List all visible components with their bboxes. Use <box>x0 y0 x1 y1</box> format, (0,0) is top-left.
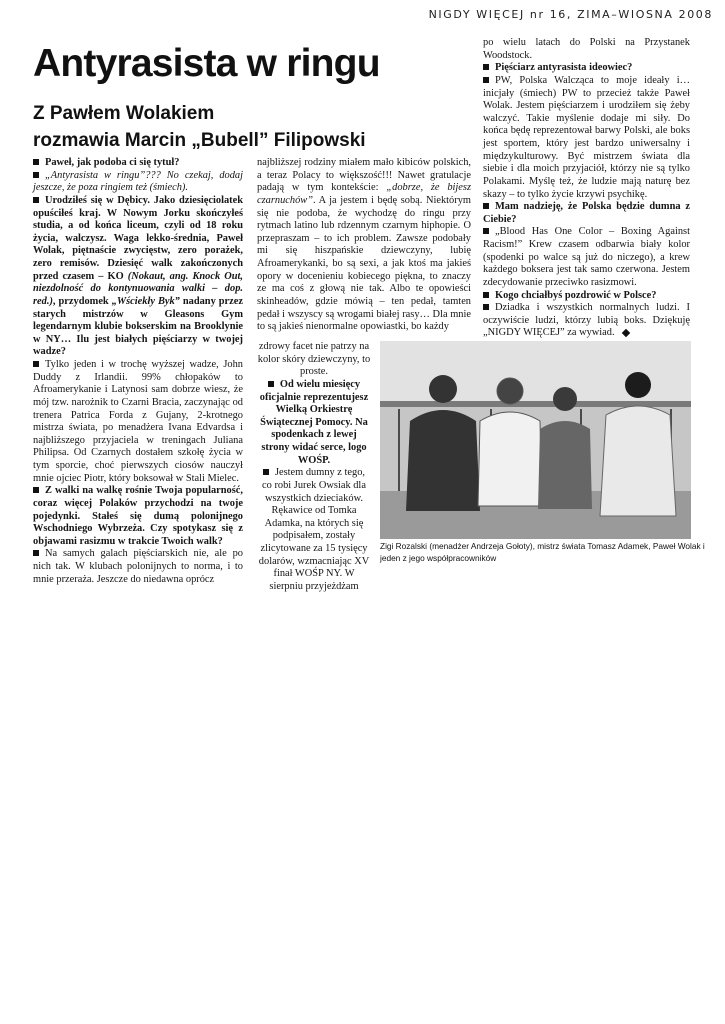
issue-header: NIGDY WIĘCEJ nr 16, ZIMA–WIOSNA 2008 <box>428 8 713 21</box>
column-1 <box>33 157 244 585</box>
question-2: Urodziłeś się w Dębicy. Jako dziesięciolatek opuściłeś kraj. W Nowym Jorku skończyłeś studia, a od końca liceum, czyli od 18 roku życia, walczysz. Waga lekko-średnia, Paweł Wolak, piętnaście zwycięstw, zero porażek, zero remisów. Dziesięć walk zakończonych przed czasem – KO (Nokaut, ang. Knock Out, niezdolność do kontynuowania walki – dop. red.), przydomek „Wściekły Byk” nadany przez starych mistrzów w Gleasons Gym legendarnym klubie bokserskim na Brooklynie w NY… Ilu jest białych pięściarzy w twojej wadze? <box>33 194 244 358</box>
bullet-icon <box>263 469 269 475</box>
bullet-icon <box>33 172 39 178</box>
column-2-top <box>257 157 471 341</box>
bullet-icon <box>483 64 489 70</box>
bullet-icon <box>33 159 39 165</box>
bullet-icon <box>483 77 489 83</box>
article-title: Antyrasista w ringu <box>33 42 380 85</box>
bullet-icon <box>33 487 39 493</box>
answer-2: Tylko jeden i w trochę wyższej wadze, John Duddy z Irlandii. 99% chłopaków to Afroamerykanie i Latynosi sam dobrze wiesz, że mój tzw. narożnik to Czarni Bracia, zaczynając od trenera Patrica Forda z Gujany, 2-krotnego mistrza świata, po menadżera Ivana Edvardsa i najbliższego przyjaciela w treningach Juliana Philipsa. Od Czarnych dostałem szkołę życia w tym sporcie, choć pierwszych ciosów nauczył mnie ojciec Piotr, który boksował w Stali Mielec. <box>33 359 243 484</box>
boxers-photo <box>380 341 691 539</box>
photo-caption: Zigi Rozalski (menadżer Andrzeja Gołoty), mistrz świata Tomasz Adamek, Paweł Wolak i jeden z jego współpracowników <box>380 541 705 563</box>
bullet-icon <box>483 203 489 209</box>
answer-4: Jestem dumny z tego, co robi Jurek Owsiak dla wszystkich dzieciaków. Rękawice od Tomka Adamka, na których się podpisałem, zostały zlicytowane za 15 tysięcy dolarów, wzmacniając XV finał WOŚP NY. W sierpniu przyjeżdżam <box>258 467 370 592</box>
bullet-icon <box>268 381 274 387</box>
bullet-icon <box>483 304 489 310</box>
boxers-photo-image <box>380 341 691 539</box>
answer-6: „Blood Has One Color – Boxing Against Racism!” Krew czasem odbarwia biały kolor (spodenki po walce są już do niczego), a krew każdego boksera jest tak samo czerwona. Jestem zdecydowanie przeciwko rasizmowi. <box>483 226 690 288</box>
bullet-icon <box>483 292 489 298</box>
bullet-icon <box>483 228 489 234</box>
answer-7: Dziadka i wszystkich normalnych ludzi. I oczywiście ludzi, którzy lubią boks. Dziękuję „NIGDY WIĘCEJ” za wywiad. <box>483 302 690 339</box>
answer-5: PW, Polska Walcząca to moje ideały i… inicjały (śmiech) PW to przecież także Paweł Wolak. Jestem pięściarzem i urodziłem się żeby walczyć. Takie myślenie dodaje mi siły. Do końca będę reprezentował barwy Polski, ale boks jest sportem, który jest bardzo uniwersalny i międzykulturowy. Być mistrzem świata dla siebie i dla moich przyjaciół, którzy nie są tylko Polakami. Myślę też, że ludzie mają naturę bez skazy – to tylko życie krzywi psychikę. <box>483 74 690 200</box>
answer-3: Na samych galach pięściarskich nie, ale po nich tak. W klubach polonijnych to norma, i to mnie przeraża. Jeszcze do niedawna oprócz <box>33 548 243 585</box>
end-mark-icon <box>621 329 629 337</box>
column-2-paragraph: najbliższej rodziny miałem mało kibiców polskich, a teraz Polacy to większość!!! Nawet gratulacje padają w tym kontekście: „dobrze, że bijesz czarnuchów”. A ja jestem i będę sobą. Niektórym się nie podoba, że wychodzę do ringu przy rytmach latino lub rdzennym czarnym hiphopie. O przepraszam – to ich problem. Zawsze podobały mi się hiszpańskie dziewczyny, lubię Afroamerykanki, bo są sexi, a jak ktoś ma jakieś opory w docenieniu kobiecego piękna, to znaczy ze ma coś z głową nie tak. Albo te opowieści skinheadów, gdzie mówią – ten pedał, tamten pedał i wszyscy są wrogami białej rasy… Dla mnie to są jakieś nienormalne opowiastki, bo każdy <box>257 157 471 333</box>
question-4: Od wielu miesięcy oficjalnie reprezentujesz Wielką Orkiestrę Świątecznej Pomocy. Na spodenkach z lewej strony widać serce, logo WOŚP. <box>259 378 369 466</box>
subtitle-line-1: Z Pawłem Wolakiem <box>33 103 215 124</box>
column-2-bottom <box>257 341 371 592</box>
question-3: Z walki na walkę rośnie Twoja popularność, coraz więcej Polaków przychodzi na twoje pojedynki. Stałeś się dumą polonijnego Wschodniego Wybrzeża. Czy spotykasz się z objawami rasizmu w trakcie Twoich walk? <box>33 485 243 547</box>
column-3-intro: po wielu latach do Polski na Przystanek Woodstock. <box>483 37 690 61</box>
question-7: Kogo chciałbyś pozdrowić w Polsce? <box>483 290 690 303</box>
question-6: Mam nadzieję, że Polska będzie dumna z Ciebie? <box>483 201 690 225</box>
bullet-icon <box>33 361 39 367</box>
answer-1: „Antyrasista w ringu”??? No czekaj, dodaj jeszcze, że poza ringiem też (śmiech). <box>33 169 243 194</box>
question-5: Pięściarz antyrasista ideowiec? <box>483 62 690 75</box>
bullet-icon <box>33 197 39 203</box>
subtitle-line-2: rozmawia Marcin „Bubell” Filipowski <box>33 130 366 151</box>
article-subtitle <box>33 100 453 154</box>
question-1: Paweł, jak podoba ci się tytuł? <box>33 157 243 170</box>
column-2-paragraph-end: zdrowy facet nie patrzy na kolor skóry dziewczyny, to proste. <box>257 341 371 378</box>
column-3 <box>483 37 690 337</box>
bullet-icon <box>33 550 39 556</box>
